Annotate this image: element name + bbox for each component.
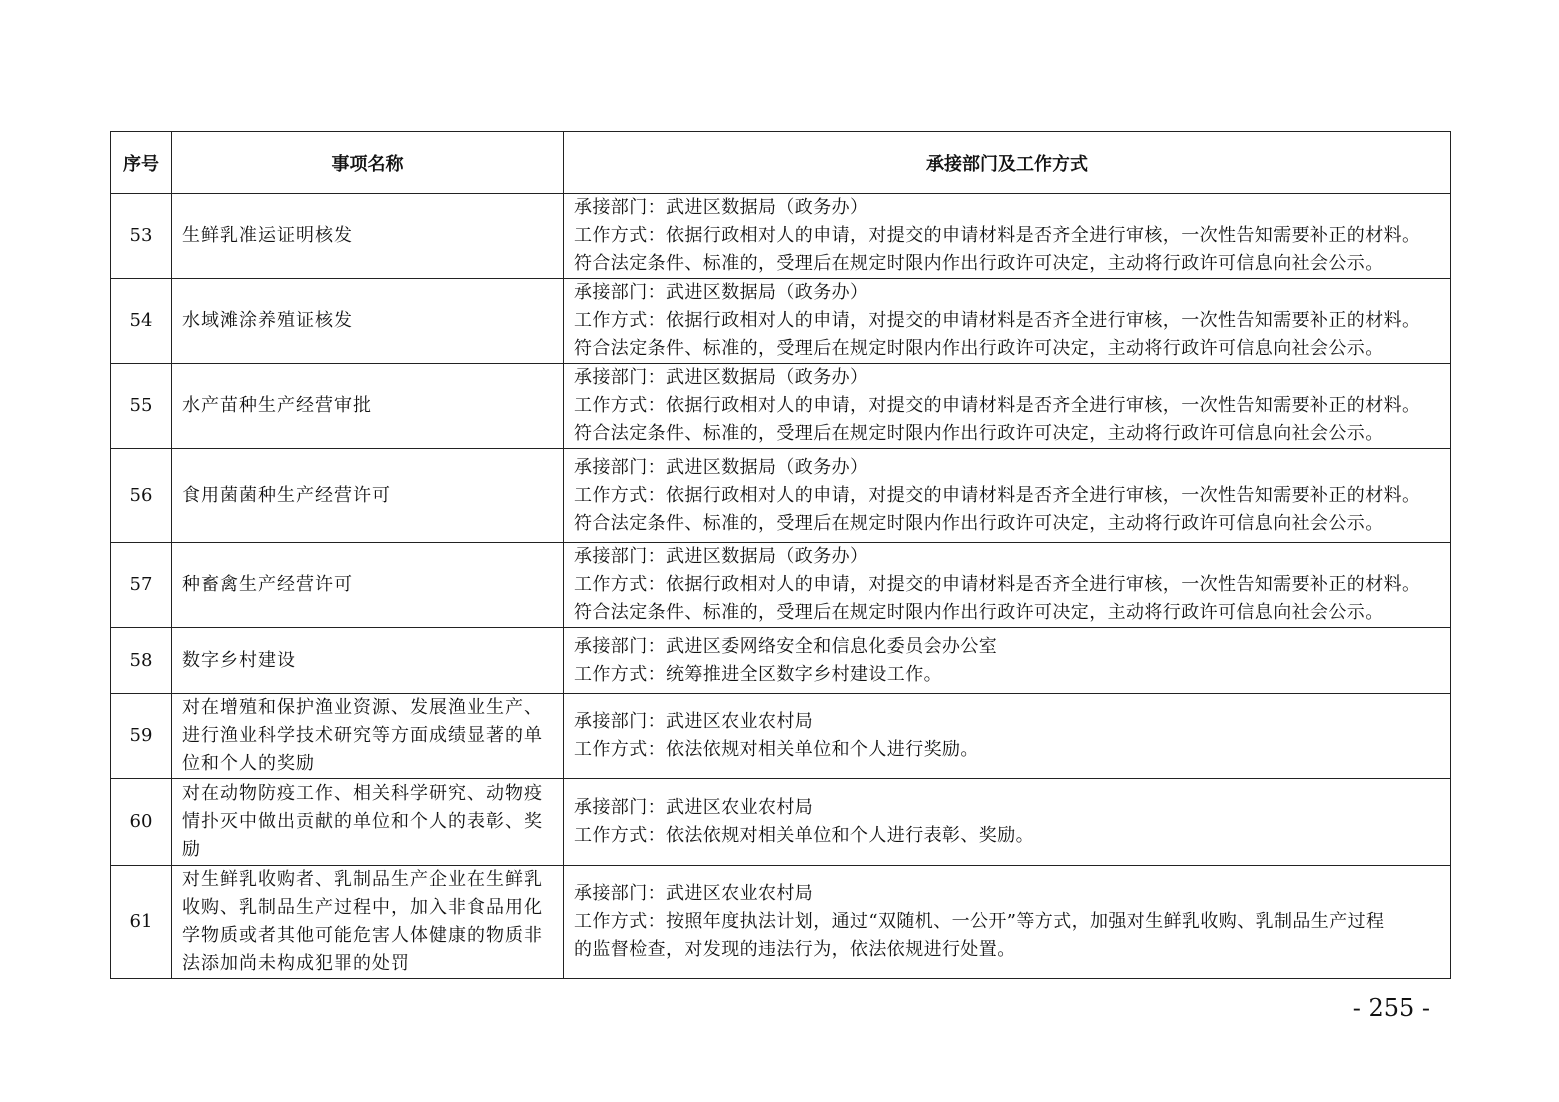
item-name: 种畜禽生产经营许可: [172, 543, 564, 628]
method-line: 符合法定条件、标准的，受理后在规定时限内作出行政许可决定，主动将行政许可信息向社会公示。: [574, 338, 1384, 359]
row-number: 58: [111, 628, 172, 694]
department-method-cell: [564, 694, 1451, 779]
department-line: 承接部门：武进区农业农村局: [574, 711, 814, 732]
item-name: 水产苗种生产经营审批: [172, 364, 564, 449]
method-line: 工作方式：统筹推进全区数字乡村建设工作。: [574, 663, 942, 685]
table-header-row: [111, 132, 1451, 194]
item-name-line: 励: [182, 839, 201, 860]
department-method-cell: [564, 866, 1451, 979]
department-method-cell: [564, 543, 1451, 628]
department-line: 承接部门：武进区数据局（政务办）: [574, 367, 869, 388]
department-line: 承接部门：武进区数据局（政务办）: [574, 456, 869, 478]
item-name: [172, 779, 564, 866]
row-number: 55: [111, 364, 172, 449]
department-method-cell: [564, 279, 1451, 364]
method-line: 工作方式：依法依规对相关单位和个人进行奖励。: [574, 739, 979, 760]
row-number: 54: [111, 279, 172, 364]
department-method-cell: [564, 364, 1451, 449]
item-name: 数字乡村建设: [172, 628, 564, 694]
row-number: 53: [111, 194, 172, 279]
header-item-name: 事项名称: [172, 132, 564, 194]
table-row: [111, 279, 1451, 364]
item-name-line: 学物质或者其他可能危害人体健康的物质非: [182, 925, 543, 946]
item-name-line: 收购、乳制品生产过程中，加入非食品用化: [182, 897, 543, 918]
department-line: 承接部门：武进区数据局（政务办）: [574, 197, 869, 218]
row-number: 57: [111, 543, 172, 628]
item-name-line: 对在增殖和保护渔业资源、发展渔业生产、: [182, 697, 543, 718]
department-method-cell: [564, 449, 1451, 543]
header-department-method: 承接部门及工作方式: [564, 132, 1451, 194]
department-method-cell: [564, 194, 1451, 279]
method-line: 工作方式：依据行政相对人的申请，对提交的申请材料是否齐全进行审核，一次性告知需要补正的材料。: [574, 225, 1421, 246]
item-name-line: 情扑灭中做出贡献的单位和个人的表彰、奖: [182, 811, 543, 832]
matters-table: [110, 131, 1451, 979]
department-method-cell: [564, 779, 1451, 866]
page-number: - 255 -: [1352, 994, 1430, 1022]
row-number: 60: [111, 779, 172, 866]
item-name-line: 对生鲜乳收购者、乳制品生产企业在生鲜乳: [182, 869, 543, 890]
table-row: [111, 866, 1451, 979]
method-line: 工作方式：按照年度执法计划，通过“双随机、一公开”等方式，加强对生鲜乳收购、乳制品生产过程: [574, 911, 1385, 932]
item-name: 水域滩涂养殖证核发: [172, 279, 564, 364]
method-line: 符合法定条件、标准的，受理后在规定时限内作出行政许可决定，主动将行政许可信息向社会公示。: [574, 512, 1384, 534]
table-row: [111, 543, 1451, 628]
department-line: 承接部门：武进区委网络安全和信息化委员会办公室: [574, 635, 998, 657]
header-serial: 序号: [111, 132, 172, 194]
department-method-cell: [564, 628, 1451, 694]
table-row: [111, 779, 1451, 866]
table-row: [111, 194, 1451, 279]
table-row: [111, 628, 1451, 694]
table-row: [111, 364, 1451, 449]
department-line: 承接部门：武进区数据局（政务办）: [574, 282, 869, 303]
item-name: 生鲜乳准运证明核发: [172, 194, 564, 279]
department-line: 承接部门：武进区农业农村局: [574, 883, 814, 904]
method-line: 的监督检查，对发现的违法行为，依法依规进行处置。: [574, 939, 1016, 960]
method-line: 工作方式：依据行政相对人的申请，对提交的申请材料是否齐全进行审核，一次性告知需要补正的材料。: [574, 310, 1421, 331]
row-number: 59: [111, 694, 172, 779]
item-name-line: 位和个人的奖励: [182, 753, 315, 774]
method-line: 工作方式：依据行政相对人的申请，对提交的申请材料是否齐全进行审核，一次性告知需要补正的材料。: [574, 574, 1421, 595]
row-number: 61: [111, 866, 172, 979]
method-line: 工作方式：依法依规对相关单位和个人进行表彰、奖励。: [574, 825, 1034, 846]
item-name-line: 法添加尚未构成犯罪的处罚: [182, 953, 410, 974]
table-row: [111, 694, 1451, 779]
method-line: 符合法定条件、标准的，受理后在规定时限内作出行政许可决定，主动将行政许可信息向社会公示。: [574, 423, 1384, 444]
method-line: 符合法定条件、标准的，受理后在规定时限内作出行政许可决定，主动将行政许可信息向社会公示。: [574, 602, 1384, 623]
method-line: 符合法定条件、标准的，受理后在规定时限内作出行政许可决定，主动将行政许可信息向社会公示。: [574, 253, 1384, 274]
table-row: [111, 449, 1451, 543]
item-name: [172, 694, 564, 779]
item-name: [172, 866, 564, 979]
item-name-line: 进行渔业科学技术研究等方面成绩显著的单: [182, 725, 543, 746]
department-line: 承接部门：武进区农业农村局: [574, 797, 814, 818]
method-line: 工作方式：依据行政相对人的申请，对提交的申请材料是否齐全进行审核，一次性告知需要补正的材料。: [574, 395, 1421, 416]
row-number: 56: [111, 449, 172, 543]
item-name-line: 对在动物防疫工作、相关科学研究、动物疫: [182, 783, 543, 804]
item-name: 食用菌菌种生产经营许可: [172, 449, 564, 543]
department-line: 承接部门：武进区数据局（政务办）: [574, 546, 869, 567]
method-line: 工作方式：依据行政相对人的申请，对提交的申请材料是否齐全进行审核，一次性告知需要补正的材料。: [574, 484, 1421, 506]
